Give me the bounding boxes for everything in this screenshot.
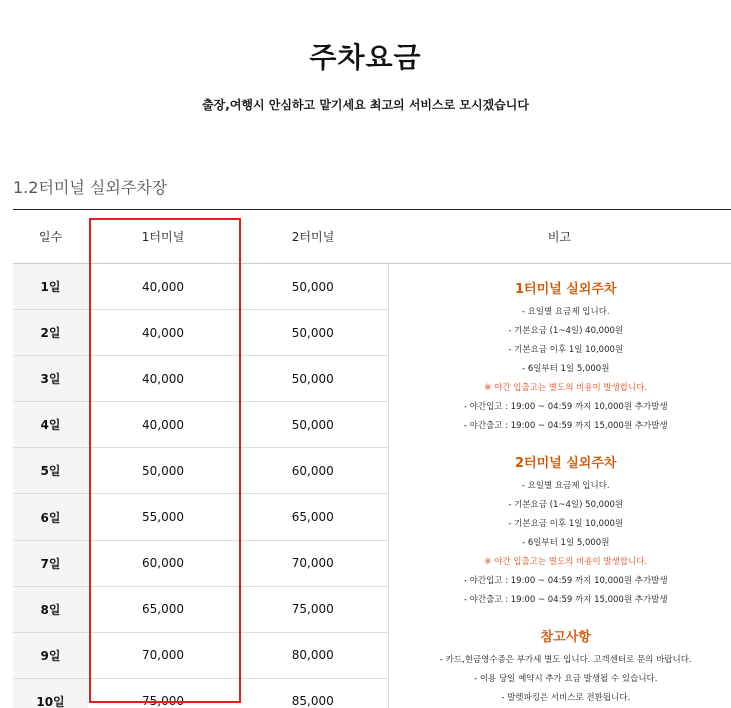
terminal-1-fee: 40,000 xyxy=(88,264,238,310)
terminal-2-fee: 60,000 xyxy=(238,448,388,494)
section-title: 1.2터미널 실외주차장 xyxy=(13,178,168,197)
terminal-1-fee: 40,000 xyxy=(88,402,238,448)
terminal-1-fee: 70,000 xyxy=(88,632,238,678)
note-line: - 기본요금 이후 1일 10,000원 xyxy=(508,345,624,355)
terminal-1-fee: 40,000 xyxy=(88,310,238,356)
terminal-2-fee: 50,000 xyxy=(238,356,388,402)
terminal-1-fee: 50,000 xyxy=(88,448,238,494)
note-warning: ※ 야간 입출고는 별도의 비용이 발생합니다. xyxy=(484,557,648,567)
day-cell: 8일 xyxy=(13,586,88,632)
table-row xyxy=(13,264,731,310)
note-heading: 1터미널 실외주차 xyxy=(515,282,617,297)
terminal-1-fee: 40,000 xyxy=(88,356,238,402)
note-heading: 참고사항 xyxy=(540,630,591,645)
terminal-1-notes xyxy=(401,278,731,436)
note-line: - 6일부터 1일 5,000원 xyxy=(522,538,610,548)
terminal-1-fee: 55,000 xyxy=(88,494,238,540)
day-cell: 2일 xyxy=(13,310,88,356)
terminal-1-fee: 65,000 xyxy=(88,586,238,632)
terminal-2-fee: 65,000 xyxy=(238,494,388,540)
terminal-2-fee: 75,000 xyxy=(238,586,388,632)
note-line: - 카드,현금영수증은 부가세 별도 입니다. 고객센터로 문의 바랍니다. xyxy=(439,655,692,665)
note-warning: ※ 야간 입출고는 별도의 비용이 발생합니다. xyxy=(484,383,648,393)
table-header-row xyxy=(13,210,731,264)
day-cell: 1일 xyxy=(13,264,88,310)
note-line: - 야간입고 : 19:00 ~ 04:59 까지 10,000원 추가발생 xyxy=(463,402,668,412)
header-terminal-1: 1터미널 xyxy=(88,210,238,264)
note-line: - 야간출고 : 19:00 ~ 04:59 까지 15,000원 추가발생 xyxy=(463,421,668,431)
notes-cell xyxy=(388,264,731,708)
note-line: - 야간입고 : 19:00 ~ 04:59 까지 10,000원 추가발생 xyxy=(463,576,668,586)
day-cell: 4일 xyxy=(13,402,88,448)
note-line: - 기본요금 이후 1일 10,000원 xyxy=(508,519,624,529)
note-line: - 기본요금 (1~4일) 50,000원 xyxy=(508,500,624,510)
day-cell: 6일 xyxy=(13,494,88,540)
terminal-2-notes xyxy=(401,452,731,610)
terminal-2-fee: 85,000 xyxy=(238,678,388,708)
header-notes: 비고 xyxy=(388,210,731,264)
page-subtitle: 출장,여행시 안심하고 맡기세요 최고의 서비스로 모시겠습니다 xyxy=(202,98,529,112)
terminal-2-fee: 70,000 xyxy=(238,540,388,586)
header-terminal-2: 2터미널 xyxy=(238,210,388,264)
note-line: - 야간출고 : 19:00 ~ 04:59 까지 15,000원 추가발생 xyxy=(463,595,668,605)
note-line: - 이용 당일 예약시 추가 요금 발생될 수 있습니다. xyxy=(474,674,658,684)
note-line: - 발렛파킹은 서비스로 전환됩니다. xyxy=(501,693,631,703)
reference-notes xyxy=(401,626,731,708)
header-days: 일수 xyxy=(13,210,88,264)
note-heading: 2터미널 실외주차 xyxy=(515,456,617,471)
terminal-1-fee: 75,000 xyxy=(88,678,238,708)
day-cell: 3일 xyxy=(13,356,88,402)
day-cell: 9일 xyxy=(13,632,88,678)
day-cell: 5일 xyxy=(13,448,88,494)
note-line: - 요일별 요금제 입니다. xyxy=(521,481,610,491)
terminal-2-fee: 50,000 xyxy=(238,264,388,310)
terminal-1-fee: 60,000 xyxy=(88,540,238,586)
parking-fee-table xyxy=(13,209,731,708)
terminal-2-fee: 80,000 xyxy=(238,632,388,678)
terminal-2-fee: 50,000 xyxy=(238,310,388,356)
terminal-2-fee: 50,000 xyxy=(238,402,388,448)
note-line: - 요일별 요금제 입니다. xyxy=(521,307,610,317)
note-line: - 6일부터 1일 5,000원 xyxy=(522,364,610,374)
day-cell: 10일 xyxy=(13,678,88,708)
day-cell: 7일 xyxy=(13,540,88,586)
note-line: - 기본요금 (1~4일) 40,000원 xyxy=(508,326,624,336)
page-title: 주차요금 xyxy=(309,41,422,74)
